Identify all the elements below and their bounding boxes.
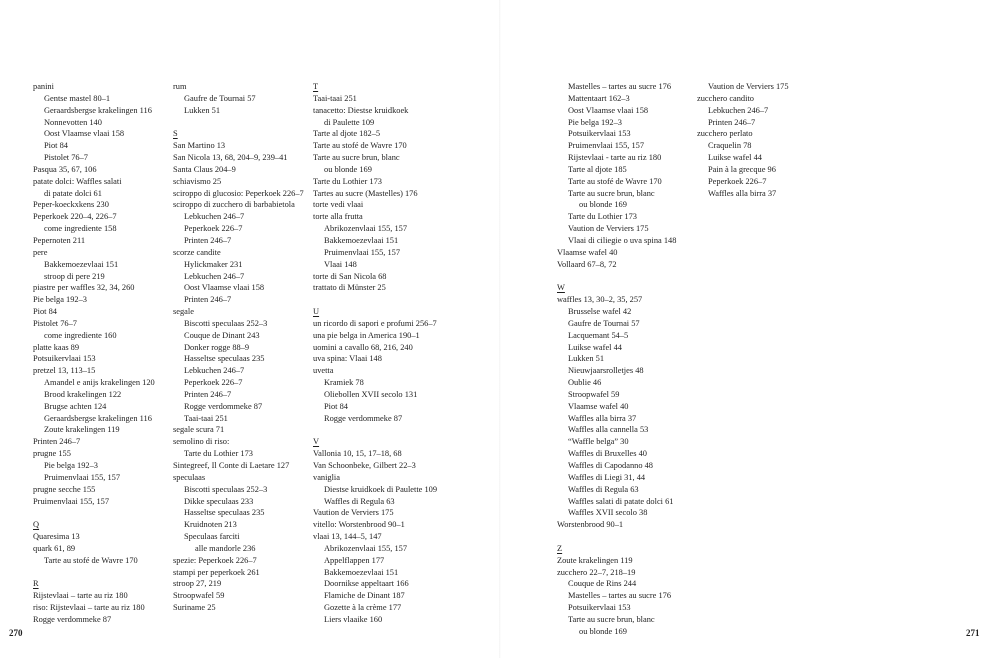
index-subentry: Nonnevotten 140: [44, 117, 102, 127]
index-subentry: Nieuwjaarsrolletjes 48: [568, 366, 644, 376]
index-entry: zucchero 22–7, 218–19: [557, 567, 636, 577]
index-subentry: Gentse mastel 80–1: [44, 93, 111, 103]
index-subentry: Peperkoek 226–7: [184, 224, 243, 234]
index-subentry: Tarte au sucre brun, blanc: [568, 188, 655, 198]
index-subentry: Mattentaart 162–3: [568, 93, 630, 103]
section-spacer: [557, 531, 676, 543]
index-subentry: come ingrediente 158: [44, 224, 117, 234]
index-subentry: Amandel e anijs krakelingen 120: [44, 378, 155, 388]
index-subentry: come ingrediente 160: [44, 330, 117, 340]
index-entry: Peperkoek 220–4, 226–7: [33, 212, 117, 222]
index-subentry: Bakkemoezevlaai 151: [324, 235, 399, 245]
index-subentry: Brood krakelingen 122: [44, 389, 122, 399]
index-subentry: Printen 246–7: [184, 389, 232, 399]
index-entry: Pistolet 76–7: [33, 318, 77, 328]
index-entry: riso: Rijstevlaai – tarte au riz 180: [33, 603, 145, 613]
index-subentry: Pruimenvlaai 155, 157: [44, 472, 121, 482]
index-entry: Tarte au stofé de Wavre 170: [313, 141, 407, 151]
index-subentry: Lukken 51: [568, 354, 605, 364]
index-subentry: Printen 246–7: [708, 117, 756, 127]
index-entry: waffles 13, 30–2, 35, 257: [557, 295, 643, 305]
index-subentry: Abrikozenvlaai 155, 157: [324, 224, 408, 234]
index-entry: uomini a cavallo 68, 216, 240: [313, 342, 413, 352]
index-entry: schiavismo 25: [173, 176, 222, 186]
index-subentry: Pistolet 76–7: [44, 153, 88, 163]
index-subentry: Luikse wafel 44: [568, 342, 622, 352]
index-subentry: Vaution de Verviers 175: [708, 82, 789, 91]
index-entry: prugne 155: [33, 449, 71, 459]
index-subentry: Waffles di Regula 63: [568, 484, 639, 494]
index-entry: scorze candite: [173, 247, 221, 257]
index-subentry: Luikse wafel 44: [708, 153, 762, 163]
index-subentry: Geraardsbergse krakelingen 116: [44, 105, 152, 115]
index-subentry: Pruimenvlaai 155, 157: [324, 247, 401, 257]
index-entry: Pepernoten 211: [33, 235, 86, 245]
index-entry: pretzel 13, 113–15: [33, 366, 96, 376]
section-spacer: [33, 567, 155, 579]
index-entry: torte vedi vlaai: [313, 200, 364, 210]
index-entry: Quaresima 13: [33, 532, 80, 542]
index-entry: rum: [173, 82, 187, 91]
index-subentry: Lukken 51: [184, 105, 221, 115]
index-subentry: Oost Vlaamse vlaai 158: [568, 105, 649, 115]
index-entry: prugne secche 155: [33, 484, 96, 494]
index-subentry: Craquelin 78: [708, 141, 752, 151]
index-subentry: Waffles di Capodanno 48: [568, 461, 653, 470]
index-subentry: Tarte du Lothier 173: [568, 212, 637, 222]
index-entry: tanacetto: Diestse kruidkoek: [313, 105, 409, 115]
index-subentry: Rogge verdommeke 87: [324, 413, 403, 423]
index-subentry: Tarte au stofé de Wavre 170: [568, 176, 662, 186]
index-entry: uva spina: Vlaai 148: [313, 354, 382, 364]
index-subentry: Bakkemoezevlaai 151: [44, 259, 119, 269]
index-entry: platte kaas 89: [33, 342, 80, 352]
index-subentry: Printen 246–7: [184, 235, 232, 245]
index-entry: Sintegreef, Il Conte di Laetare 127: [173, 461, 290, 470]
index-column-5: [697, 81, 789, 199]
index-subentry: Taai-taai 251: [184, 413, 228, 423]
index-subentry: “Waffle belga” 30: [568, 437, 629, 447]
index-section-letter: W: [557, 283, 565, 293]
index-subentry: Gaufre de Tournai 57: [184, 93, 256, 103]
index-subentry: Bakkemoezevlaai 151: [324, 567, 399, 577]
index-subentry: Lebkuchen 246–7: [184, 366, 245, 376]
index-entry: Vlaamse wafel 40: [557, 247, 618, 257]
index-subentry: Brugse achten 124: [44, 401, 107, 411]
index-subentry: Potsuikervlaai 153: [568, 603, 631, 613]
index-entry: segale: [173, 307, 194, 317]
index-entry: Vollaard 67–8, 72: [557, 259, 617, 269]
index-subentry: Tarte al djote 185: [568, 164, 627, 174]
index-subentry: Oost Vlaamse vlaai 158: [184, 283, 265, 293]
index-subentry: Kruidnoten 213: [184, 520, 237, 530]
index-entry: sciroppo di zucchero di barbabietola: [173, 200, 295, 210]
index-entry: Tarte al djote 182–5: [313, 129, 381, 139]
index-entry: una pie belga in America 190–1: [313, 330, 420, 340]
index-section-letter: S: [173, 129, 178, 139]
index-subentry: Waffles di Regula 63: [324, 496, 395, 506]
index-subentry: stroop di pere 219: [44, 271, 105, 281]
index-entry: Stroopwafel 59: [173, 591, 225, 601]
page-number-left: 270: [9, 628, 23, 638]
index-subentry: ou blonde 169: [324, 164, 372, 174]
index-subentry: Hylickmaker 231: [184, 259, 243, 269]
index-entry: Piot 84: [33, 307, 57, 317]
index-subentry: Lacquemant 54–5: [568, 330, 629, 340]
index-entry: Rogge verdommeke 87: [33, 614, 112, 624]
index-subentry: Hasseltse speculaas 235: [184, 508, 265, 518]
index-subentry: Piot 84: [44, 141, 68, 151]
index-subentry: Kramiek 78: [324, 378, 364, 388]
index-subentry: Waffles alla birra 37: [708, 188, 777, 198]
index-subentry: Vlaai 148: [324, 259, 357, 269]
index-subentry: Waffles XVII secolo 38: [568, 508, 648, 518]
index-entry: Zoute krakelingen 119: [557, 555, 633, 565]
index-subentry: di patate dolci 61: [44, 188, 102, 198]
index-subentry: Geraardsbergse krakelingen 116: [44, 413, 152, 423]
index-entry: speculaas: [173, 472, 206, 482]
index-subentry: Piot 84: [324, 401, 348, 411]
index-entry: vaniglia: [313, 472, 340, 482]
index-column-4: [557, 81, 676, 638]
index-entry: Van Schoonbeke, Gilbert 22–3: [313, 461, 416, 470]
index-subentry: Biscotti speculaas 252–3: [184, 484, 268, 494]
index-subentry: Rijstevlaai - tarte au riz 180: [568, 153, 662, 163]
section-spacer: [557, 271, 676, 283]
index-subentry: Oliebollen XVII secolo 131: [324, 389, 418, 399]
index-entry: Taai-taai 251: [313, 93, 357, 103]
index-subentry: Mastelles – tartes au sucre 176: [568, 82, 672, 91]
index-subentry: Brusselse wafel 42: [568, 307, 632, 317]
index-subentry: Speculaas farciti: [184, 532, 240, 542]
index-column-2: [173, 81, 304, 614]
index-entry: Tarte au sucre brun, blanc: [313, 153, 400, 163]
index-subentry: Lebkuchen 246–7: [708, 105, 769, 115]
section-spacer: [173, 117, 304, 129]
index-subentry: alle mandorle 236: [195, 543, 256, 553]
section-spacer: [313, 424, 437, 436]
index-entry: Potsuikervlaai 153: [33, 354, 96, 364]
index-subentry: Pie belga 192–3: [568, 117, 622, 127]
index-entry: torte di San Nicola 68: [313, 271, 387, 281]
index-section-letter: U: [313, 307, 320, 317]
index-subentry: Flamiche de Dinant 187: [324, 591, 405, 601]
index-entry: Worstenbrood 90–1: [557, 520, 624, 530]
index-subentry: Waffles alla cannella 53: [568, 425, 649, 435]
index-subentry: Vlaamse wafel 40: [568, 401, 629, 411]
section-spacer: [313, 294, 437, 306]
index-subentry: Mastelles – tartes au sucre 176: [568, 591, 672, 601]
index-column-1: [33, 81, 155, 626]
index-entry: Rijstevlaai – tarte au riz 180: [33, 591, 128, 601]
index-entry: stampi per peperkoek 261: [173, 567, 260, 577]
index-entry: uvetta: [313, 366, 334, 376]
index-entry: Vaution de Verviers 175: [313, 508, 394, 518]
index-entry: pere: [33, 247, 48, 257]
index-subentry: Gaufre de Tournai 57: [568, 318, 640, 328]
index-entry: Santa Claus 204–9: [173, 164, 236, 174]
index-entry: quark 61, 89: [33, 543, 76, 553]
index-subentry: Oublie 46: [568, 378, 602, 388]
index-entry: vitello: Worstenbrood 90–1: [313, 520, 405, 530]
index-section-letter: Z: [557, 543, 563, 553]
index-subentry: Rogge verdommeke 87: [184, 401, 263, 411]
index-entry: torte alla frutta: [313, 212, 363, 222]
index-subentry: Pruimenvlaai 155, 157: [568, 141, 645, 151]
index-subentry: Diestse kruidkoek di Paulette 109: [324, 484, 438, 494]
index-subentry: Tarte du Lothier 173: [184, 449, 253, 459]
index-subentry: Biscotti speculaas 252–3: [184, 318, 268, 328]
index-entry: vlaai 13, 144–5, 147: [313, 532, 382, 542]
index-subentry: Abrikozenvlaai 155, 157: [324, 543, 408, 553]
index-subentry: Waffles salati di patate dolci 61: [568, 496, 674, 506]
index-entry: trattato di Münster 25: [313, 283, 386, 293]
index-section-letter: Q: [33, 520, 40, 530]
index-subentry: Zoute krakelingen 119: [44, 425, 120, 435]
index-subentry: Couque de Dinant 243: [184, 330, 260, 340]
index-subentry: Dikke speculaas 233: [184, 496, 254, 506]
index-subentry: Pain à la grecque 96: [708, 164, 776, 174]
index-subentry: Waffles di Bruxelles 40: [568, 449, 647, 459]
index-entry: stroop 27, 219: [173, 579, 222, 589]
index-subentry: Pie belga 192–3: [44, 461, 98, 470]
book-gutter: [499, 0, 501, 658]
index-subentry: Waffles alla birra 37: [568, 413, 637, 423]
index-entry: Pruimenvlaai 155, 157: [33, 496, 110, 506]
index-subentry: Hasseltse speculaas 235: [184, 354, 265, 364]
index-subentry: ou blonde 169: [579, 626, 627, 636]
index-entry: semolino di riso:: [173, 437, 230, 447]
index-entry: sciroppo di glucosio: Peperkoek 226–7: [173, 188, 304, 198]
index-subentry: di Paulette 109: [324, 117, 375, 127]
index-entry: Vallonia 10, 15, 17–18, 68: [313, 449, 402, 459]
index-subentry: Vlaai di ciliegie o uva spina 148: [568, 235, 677, 245]
index-subentry: ou blonde 169: [579, 200, 627, 210]
index-subentry: Gozette à la crème 177: [324, 603, 402, 613]
index-subentry: Liers vlaaike 160: [324, 614, 383, 624]
index-subentry: Tarte au stofé de Wavre 170: [44, 555, 138, 565]
index-subentry: Vaution de Verviers 175: [568, 224, 649, 234]
index-section-letter: T: [313, 82, 319, 91]
index-entry: Peper-koeckxkens 230: [33, 200, 109, 210]
index-entry: zucchero perlato: [697, 129, 753, 139]
index-subentry: Doornikse appeltaart 166: [324, 579, 409, 589]
index-subentry: Donker rogge 88–9: [184, 342, 250, 352]
index-subentry: Printen 246–7: [184, 295, 232, 305]
section-spacer: [33, 507, 155, 519]
index-subentry: Lebkuchen 246–7: [184, 212, 245, 222]
index-entry: Printen 246–7: [33, 437, 81, 447]
index-section-letter: V: [313, 437, 320, 447]
index-subentry: Peperkoek 226–7: [184, 378, 243, 388]
index-entry: Tartes au sucre (Mastelles) 176: [313, 188, 418, 198]
index-entry: patate dolci: Waffles salati: [33, 176, 122, 186]
index-entry: Pie belga 192–3: [33, 295, 87, 305]
index-subentry: Stroopwafel 59: [568, 389, 620, 399]
index-entry: San Nicola 13, 68, 204–9, 239–41: [173, 153, 288, 163]
index-entry: piastre per waffles 32, 34, 260: [33, 283, 135, 293]
index-entry: Suriname 25: [173, 603, 216, 613]
index-entry: panini: [33, 82, 54, 91]
index-entry: zucchero candito: [697, 93, 754, 103]
index-subentry: Lebkuchen 246–7: [184, 271, 245, 281]
index-subentry: Tarte au sucre brun, blanc: [568, 614, 655, 624]
index-section-letter: R: [33, 579, 39, 589]
page-number-right: 271: [966, 628, 980, 638]
index-subentry: Couque de Rins 244: [568, 579, 637, 589]
index-entry: spezie: Peperkoek 226–7: [173, 555, 257, 565]
index-subentry: Oost Vlaamse vlaai 158: [44, 129, 125, 139]
index-column-3: [313, 81, 437, 626]
index-entry: San Martino 13: [173, 141, 226, 151]
index-entry: Pasqua 35, 67, 106: [33, 164, 97, 174]
index-subentry: Potsuikervlaai 153: [568, 129, 631, 139]
index-entry: Tarte du Lothier 173: [313, 176, 382, 186]
index-subentry: Waffles di Liegi 31, 44: [568, 472, 646, 482]
index-entry: segale scura 71: [173, 425, 225, 435]
index-subentry: Peperkoek 226–7: [708, 176, 767, 186]
index-entry: un ricordo di sapori e profumi 256–7: [313, 318, 437, 328]
index-subentry: Appelflappen 177: [324, 555, 385, 565]
